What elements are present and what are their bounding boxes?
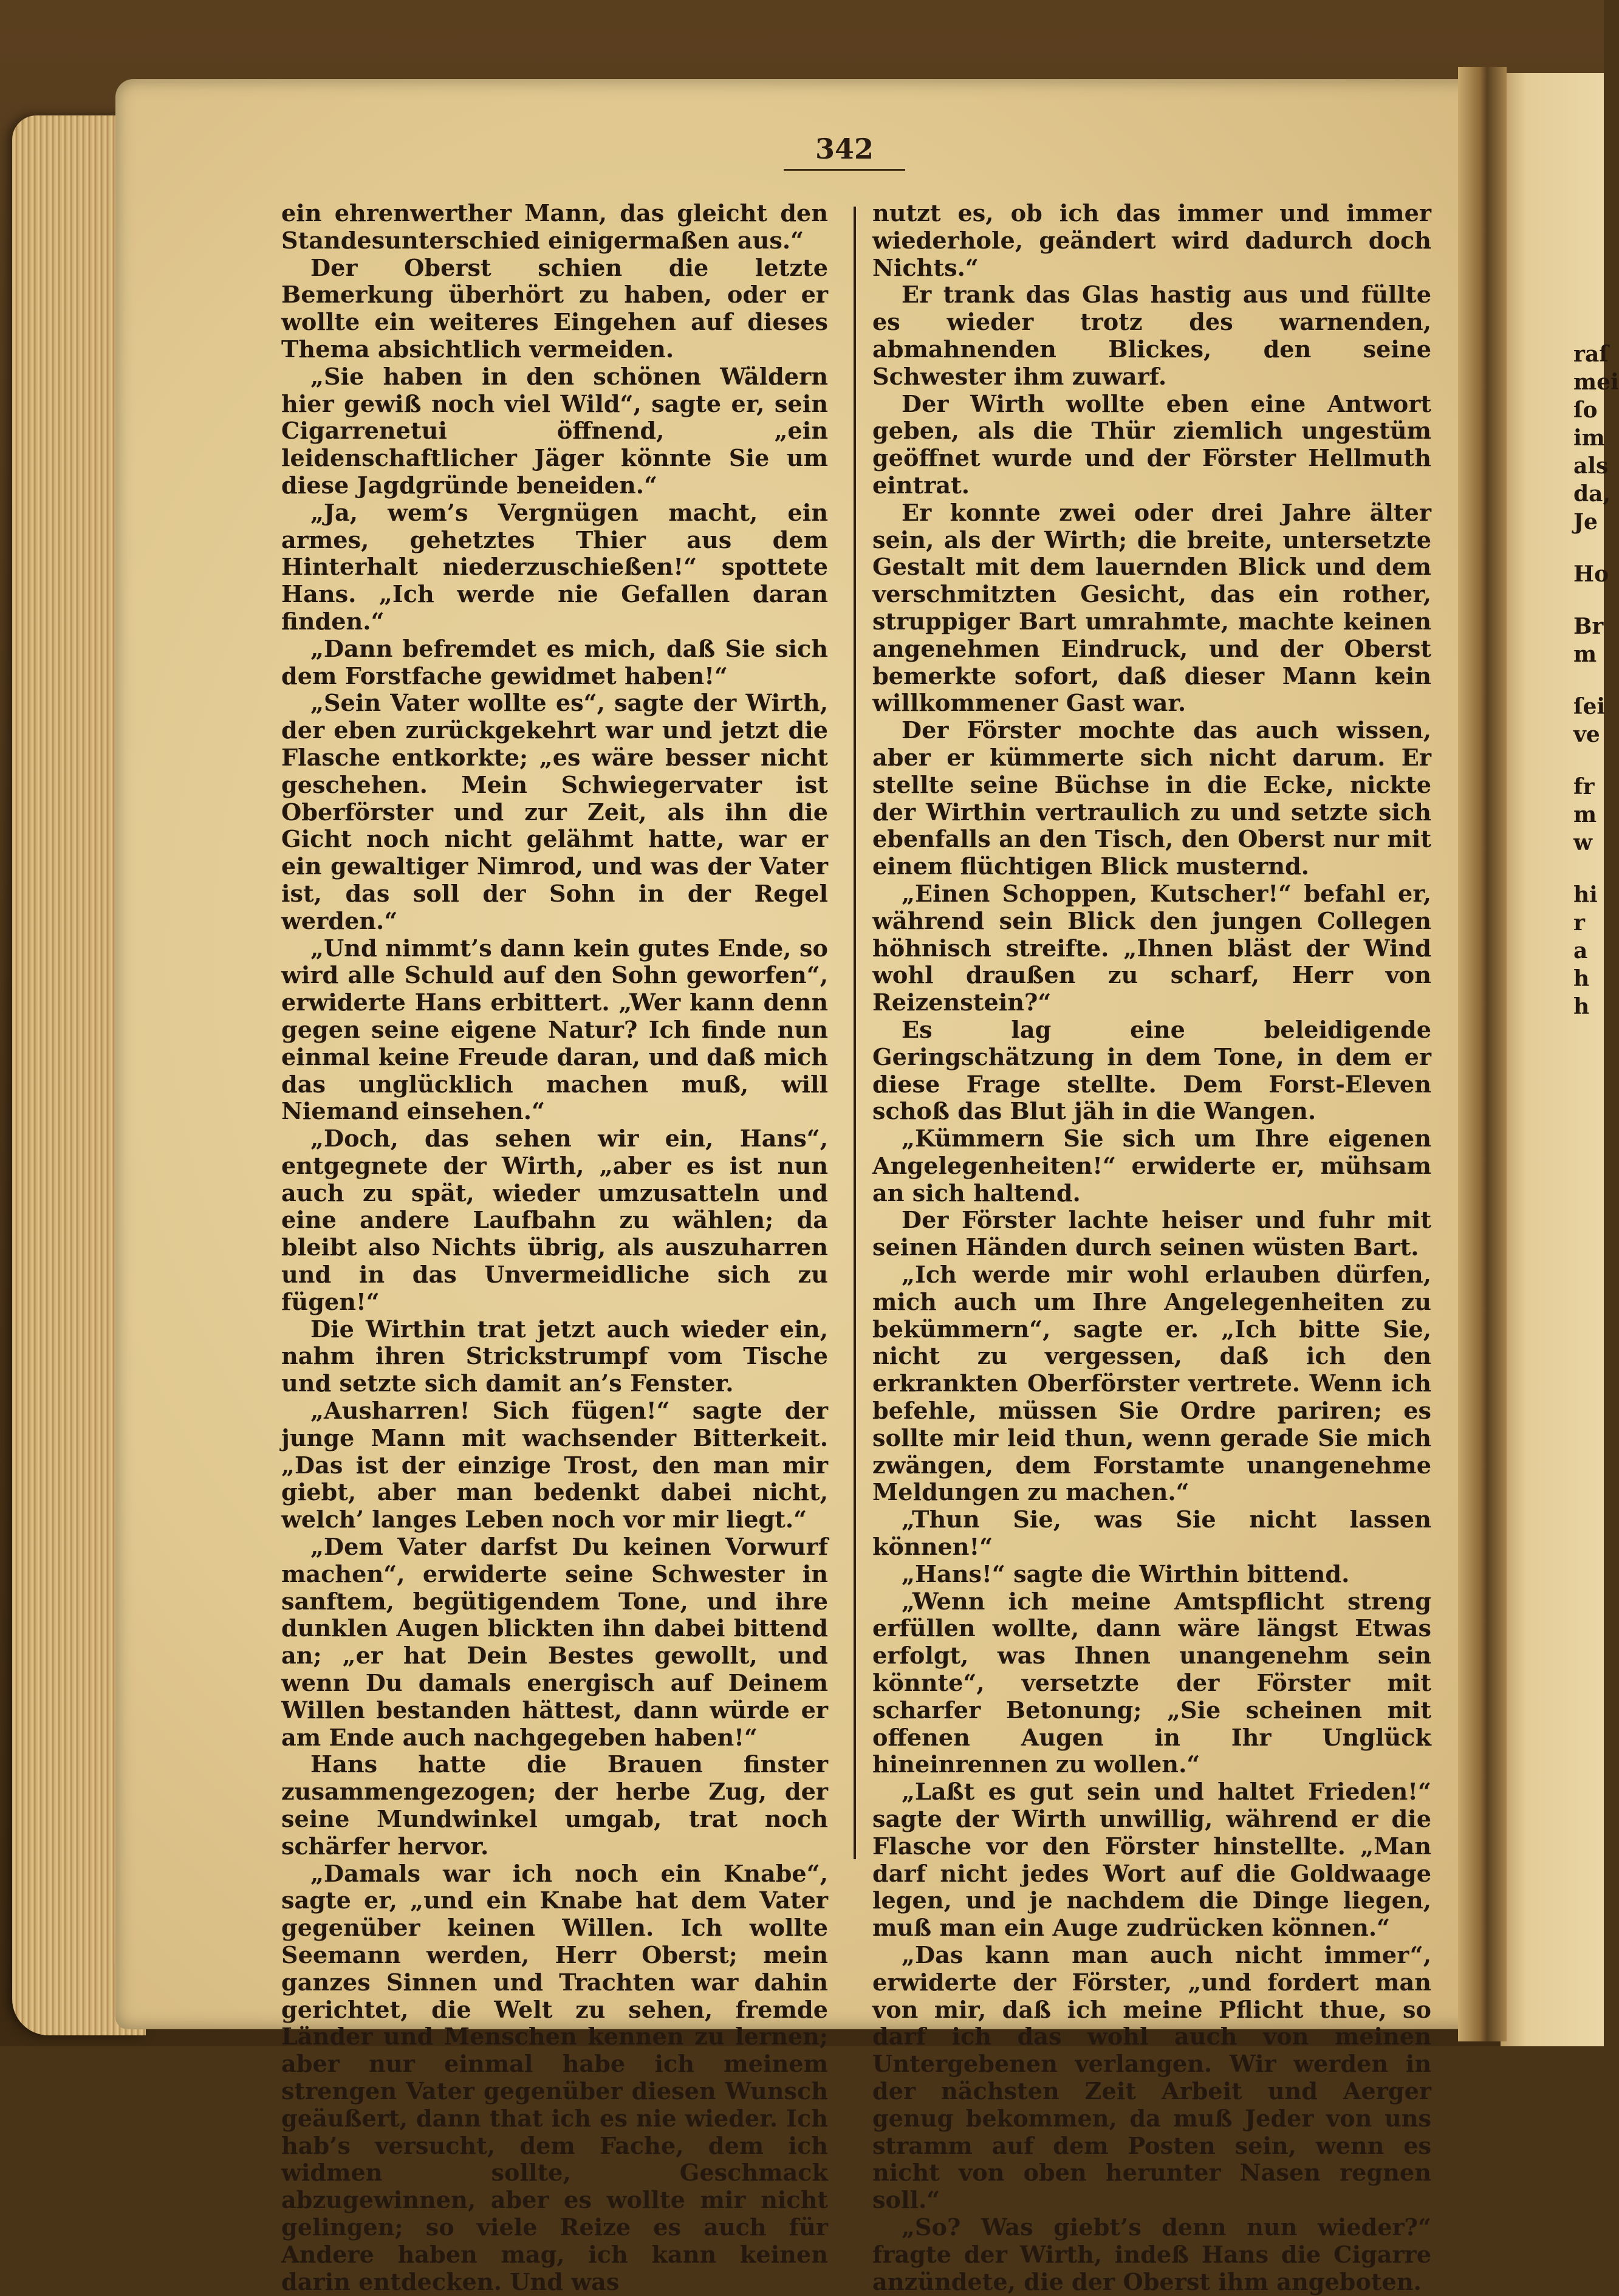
paragraph: „Und nimmt’s dann kein gutes Ende, so wird alle Schuld auf den Sohn geworfen“, erwiderte Hans erbittert. „Wer kann denn gegen seine eigene Natur? Ich finde nun einmal keine Freude daran, und daß mich das unglücklich machen muß, will Niemand einsehen.“ [281,934,828,1126]
text-fragment: m [1573,802,1597,828]
paragraph: „Ausharren! Sich fügen!“ sagte der junge Mann mit wachsender Bitterkeit. „Das ist der einzige Trost, den man mir giebt, aber man bedenkt dabei nicht, welch’ langes Leben noch vor mir liegt.“ [281,1397,828,1534]
text-fragment: r [1573,910,1585,936]
column-divider [854,207,856,1859]
text-fragment: fr [1573,774,1595,800]
right-text-column [872,200,1431,2296]
paragraph: Der Förster mochte das auch wissen, aber er kümmerte sich nicht darum. Er stellte seine Büchse in die Ecke, nickte der Wirthin vertraulich zu und setzte sich ebenfalls an den Tisch, den Oberst nur mit einem flüchtigen Blick musternd. [872,717,1431,881]
text-fragment: w [1573,830,1592,855]
paragraph: „Sein Vater wollte es“, sagte der Wirth, der eben zurückgekehrt war und jetzt die Flasche entkorkte; „es wäre besser nicht geschehen. Mein Schwiegervater ist Oberförster und zur Zeit, als ihn die Gicht noch nicht gelähmt hatte, war er ein gewaltiger Nimrod, und was der Vater ist, das soll der Sohn in der Regel werden.“ [281,690,828,935]
paragraph: „Ja, wem’s Vergnügen macht, ein armes, gehetztes Thier aus dem Hinterhalt niederzuschießen!“ spottete Hans. „Ich werde nie Gefallen daran finden.“ [281,499,828,636]
paragraph: Der Oberst schien die letzte Bemerkung überhört zu haben, oder er wollte ein weiteres Eingehen auf dieses Thema absichtlich vermeiden. [281,254,828,363]
text-fragment: a [1573,938,1588,964]
paragraph: „Kümmern Sie sich um Ihre eigenen Angelegenheiten!“ erwiderte er, mühsam an sich haltend. [872,1125,1431,1207]
paragraph: „Dann befremdet es mich, daß Sie sich dem Forstfache gewidmet haben!“ [281,635,828,690]
text-fragment: m [1573,642,1597,667]
paragraph: Es lag eine beleidigende Geringschätzung in dem Tone, in dem er diese Frage stellte. Dem Forst-Eleven schoß das Blut jäh in die Wangen. [872,1016,1431,1126]
paragraph: „Einen Schoppen, Kutscher!“ befahl er, während sein Blick den jungen Collegen höhnisch streifte. „Ihnen bläst der Wind wohl draußen zu scharf, Herr von Reizenstein?“ [872,880,1431,1017]
text-fragment: im [1573,425,1605,451]
paragraph: „Damals war ich noch ein Knabe“, sagte er, „und ein Knabe hat dem Vater gegenüber keinen Willen. Ich wollte Seemann werden, Herr Oberst; mein ganzes Sinnen und Trachten war dahin gerichtet, die Welt zu sehen, fremde Länder und Menschen kennen zu lernen; aber nur einmal habe ich meinem strengen Vater gegenüber diesen Wunsch geäußert, dann that ich es nie wieder. Ich hab’s versucht, dem Fache, dem ich widmen sollte, Geschmack abzugewinnen, aber es wollte mir nicht gelingen; so viele Reize es auch für Andere haben mag, ich kann keinen darin entdecken. Und was [281,1860,828,2296]
paragraph: „Sie haben in den schönen Wäldern hier gewiß noch viel Wild“, sagte er, sein Cigarrenetui öffnend, „ein leidenschaftlicher Jäger könnte Sie um diese Jagdgründe beneiden.“ [281,363,828,499]
text-fragment: Br [1573,614,1604,639]
paragraph: Er konnte zwei oder drei Jahre älter sein, als der Wirth; die breite, untersetzte Gestalt mit dem lauernden Blick und dem verschmitzten Gesicht, das ein rother, struppiger Bart umrahmte, machte keinen angenehmen Eindruck, und der Oberst bemerkte sofort, daß dieser Mann kein willkommener Gast war. [872,499,1431,718]
paragraph: „Laßt es gut sein und haltet Frieden!“ sagte der Wirth unwillig, während er die Flasche vor den Förster hinstellte. „Man darf nicht jedes Wort auf die Goldwaage legen, und je nachdem die Dinge liegen, muß man ein Auge zudrücken können.“ [872,1778,1431,1942]
paragraph: nutzt es, ob ich das immer und immer wiederhole, geändert wird dadurch doch Nichts.“ [872,200,1431,282]
text-fragment: ſo [1573,397,1598,423]
text-fragment: da, [1573,481,1611,507]
paragraph: „Ich werde mir wohl erlauben dürfen, mich auch um Ihre Angelegenheiten zu bekümmern“, sagte er. „Ich bitte Sie, nicht zu vergessen, daß ich den erkrankten Oberförster vertrete. Wenn ich befehle, müssen Sie Ordre pariren; es sollte mir leid thun, wenn gerade Sie mich zwängen, dem Forstamte unangenehme Meldungen zu machen.“ [872,1261,1431,1507]
paragraph: „So? Was giebt’s denn nun wieder?“ fragte der Wirth, indeß Hans die Cigarre anzündete, die der Oberst ihm angeboten. [872,2213,1431,2296]
paragraph: ein ehrenwerther Mann, das gleicht den Standesunterschied einigermaßen aus.“ [281,200,828,255]
paragraph: „Thun Sie, was Sie nicht lassen können!“ [872,1506,1431,1561]
text-fragment: h [1573,994,1590,1019]
text-fragment: hi [1573,882,1598,908]
paragraph: „Doch, das sehen wir ein, Hans“, entgegnete der Wirth, „aber es ist nun auch zu spät, wieder umzusatteln und eine andere Laufbahn zu wählen; da bleibt also Nichts übrig, als auszuharren und in das Unvermeidliche sich zu fügen!“ [281,1125,828,1316]
paragraph: Er trank das Glas hastig aus und füllte es wieder trotz des warnenden, abmahnenden Blickes, den seine Schwester ihm zuwarf. [872,281,1431,391]
paragraph: Der Wirth wollte eben eine Antwort geben, als die Thür ziemlich ungestüm geöffnet wurde und der Förster Hellmuth eintrat. [872,390,1431,499]
paragraph: „Das kann man auch nicht immer“, erwiderte der Förster, „und fordert man von mir, daß ich meine Pflicht thue, so darf ich das wohl auch von meinen Untergebenen verlangen. Wir werden in der nächsten Zeit Arbeit und Aerger genug bekommen, da muß Jeder von uns stramm auf dem Posten sein, wenn es nicht von oben herunter Nasen regnen soll.“ [872,1942,1431,2215]
page-number: 342 [815,132,874,165]
left-text-column [281,200,828,2296]
paragraph: Hans hatte die Brauen finster zusammengezogen; der herbe Zug, der seine Mundwinkel umgab, trat noch schärfer hervor. [281,1751,828,1860]
book-gutter [1458,67,1507,2041]
text-fragment: raſ [1573,341,1609,367]
text-fragment: ſei [1573,694,1606,719]
text-fragment: ve [1573,722,1600,747]
text-fragment: als [1573,453,1609,479]
text-fragment: h [1573,966,1590,992]
text-fragment: mei [1573,369,1619,395]
text-fragment: Je [1573,509,1598,535]
paragraph: „Hans!“ sagte die Wirthin bittend. [902,1560,1350,1588]
text-fragment: Ho [1573,561,1609,587]
paragraph: Die Wirthin trat jetzt auch wieder ein, nahm ihren Strickstrumpf vom Tische und setzte sich damit an’s Fenster. [281,1315,828,1398]
paragraph: Der Förster lachte heiser und fuhr mit seinen Händen durch seinen wüsten Bart. [872,1207,1431,1262]
paragraph: „Wenn ich meine Amtspflicht streng erfüllen wollte, dann wäre längst Etwas erfolgt, was Ihnen unangenehm sein könnte“, versetzte der Förster mit scharfer Betonung; „Sie scheinen mit offenen Augen in Ihr Unglück hineinrennen zu wollen.“ [872,1588,1431,1779]
facing-page-text-fragments [1573,340,1619,1021]
paragraph: „Dem Vater darfst Du keinen Vorwurf machen“, erwiderte seine Schwester in sanftem, begütigendem Tone, und ihre dunklen Augen blickten ihn dabei bittend an; „er hat Dein Bestes gewollt, und wenn Du damals energisch auf Deinem Willen bestanden hättest, dann würde er am Ende auch nachgegeben haben!“ [281,1534,828,1752]
page-number-rule [784,169,905,171]
